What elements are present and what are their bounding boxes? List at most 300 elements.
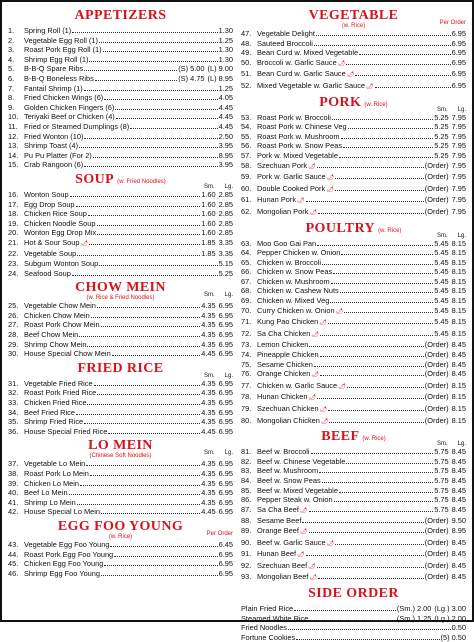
- menu-item: [241, 392, 466, 404]
- item-price: 4.45: [218, 112, 233, 122]
- item-number: 64.: [241, 248, 252, 258]
- section-pork: [241, 95, 466, 219]
- item-price: 6.95: [451, 69, 466, 79]
- item-number: 59.: [241, 172, 252, 182]
- item-number: 72.: [241, 328, 252, 338]
- dot-leader: [346, 64, 450, 65]
- item-name: Golden Chicken Fingers (6): [24, 102, 115, 112]
- menu-item: [8, 349, 233, 359]
- item-name: Vegetable Egg Foo Young: [24, 539, 110, 549]
- item-name: B-B-Q Boneless Ribs: [24, 73, 94, 83]
- item-price: 2.85: [218, 218, 233, 228]
- menu-item: [241, 447, 466, 457]
- menu-item: [8, 74, 233, 84]
- item-price: (S) 5.00: [178, 64, 205, 74]
- menu-item: [8, 398, 233, 408]
- menu-item: [8, 507, 233, 517]
- item-number: 75.: [241, 359, 252, 369]
- item-name: Crab Rangoon (6): [24, 160, 84, 170]
- dot-leader: [346, 463, 433, 464]
- section-note: (w. Fried Noodles): [117, 178, 166, 185]
- item-price: 7.95: [451, 112, 466, 122]
- item-price: (Order): [424, 160, 449, 170]
- menu-item: [8, 84, 233, 94]
- item-price: 0.50: [451, 623, 466, 633]
- item-price: 1.60: [201, 209, 216, 219]
- item-prices: [452, 69, 466, 79]
- dot-leader: [87, 404, 200, 405]
- section-chow-mein: [8, 280, 233, 359]
- item-price: 4.35: [201, 320, 216, 330]
- item-price: 6.95: [218, 310, 233, 320]
- menu-item: [241, 258, 466, 268]
- item-price: 1.85: [201, 249, 216, 259]
- item-number: 32.: [8, 388, 19, 398]
- item-prices: [434, 286, 466, 296]
- item-prices: [452, 48, 466, 58]
- dot-leader: [86, 465, 200, 466]
- item-name: Szechuan Chicken: [257, 404, 319, 413]
- item-price: 4.35: [201, 378, 216, 388]
- item-number: 15.: [8, 160, 19, 170]
- dot-leader: [335, 190, 424, 191]
- item-name: Beef w. Mixed Vegetable: [257, 485, 338, 495]
- dot-leader: [318, 578, 424, 579]
- item-prices: [219, 550, 233, 560]
- dot-leader: [72, 275, 218, 276]
- item-name: Chicken w. Mixed Veg: [257, 296, 330, 306]
- menu-item: [8, 64, 233, 74]
- dot-leader: [322, 482, 434, 483]
- item-number: 1.: [8, 26, 15, 35]
- item-name: Mixed Vegetable w. Garlic Sauce: [257, 80, 366, 90]
- item-price: 6.95: [218, 407, 233, 417]
- menu-item: [241, 369, 466, 381]
- hot-spicy-icon: 🌶: [319, 320, 327, 327]
- hot-spicy-icon: 🌶: [309, 209, 317, 216]
- item-prices: [425, 516, 466, 526]
- item-prices: [425, 538, 466, 548]
- menu-item: [8, 340, 233, 350]
- section-soup: [8, 172, 233, 278]
- menu-item: [8, 469, 233, 479]
- item-prices: [201, 488, 233, 498]
- section-header: [8, 438, 233, 456]
- item-name: House Special Chow Mein: [24, 349, 111, 359]
- item-prices: [434, 505, 466, 515]
- menu-item: [241, 633, 466, 642]
- item-number: 73.: [241, 340, 252, 350]
- dot-leader: [84, 166, 217, 167]
- item-price: (Order): [424, 537, 449, 547]
- price-column-headers: [204, 450, 233, 456]
- item-price: 8.45: [451, 359, 466, 369]
- item-price: 8.15: [451, 248, 466, 258]
- item-number: 22.: [8, 249, 19, 259]
- item-price: 8.45: [451, 572, 466, 582]
- menu-item: [8, 320, 233, 330]
- dot-leader: [306, 201, 424, 202]
- item-price: 5.75: [434, 466, 449, 476]
- item-prices: [201, 398, 233, 408]
- section-header: [241, 586, 466, 604]
- item-price: 3.35: [218, 237, 233, 247]
- item-number: 39.: [8, 478, 19, 488]
- item-price: 1.60: [201, 189, 216, 199]
- dot-leader: [341, 254, 433, 255]
- item-price: 8.15: [451, 317, 466, 327]
- dot-leader: [84, 138, 217, 139]
- menu-item: [8, 45, 233, 55]
- item-name: Pork w. Mixed Vegetable: [257, 150, 338, 160]
- item-price: 4.05: [218, 93, 233, 103]
- dot-leader: [97, 394, 200, 395]
- item-number: 45.: [8, 559, 19, 569]
- item-price: 5.75: [434, 475, 449, 485]
- item-price: 8.15: [451, 305, 466, 315]
- item-price: 7.95: [451, 141, 466, 151]
- item-prices: [434, 495, 466, 505]
- dot-leader: [348, 128, 434, 129]
- item-number: 18.: [8, 209, 19, 219]
- item-prices: [425, 392, 466, 402]
- item-prices: [425, 207, 466, 217]
- section-subtitle: (w. Rice): [108, 533, 133, 540]
- item-prices: [425, 381, 466, 391]
- dot-leader: [340, 292, 433, 293]
- item-name: Kung Pao Chicken: [257, 317, 319, 327]
- item-number: 29.: [8, 339, 19, 349]
- item-price: 5.25: [434, 122, 449, 132]
- item-prices: [434, 113, 466, 123]
- item-prices: [434, 447, 466, 457]
- item-name: Wonton Egg Drop Mix: [24, 228, 97, 238]
- item-price: 5.15: [218, 259, 233, 269]
- item-prices: [219, 160, 233, 170]
- item-prices: [219, 141, 233, 151]
- dot-leader: [99, 265, 217, 266]
- item-price: 7.95: [451, 195, 466, 205]
- item-number: 28.: [8, 330, 19, 340]
- dot-leader: [317, 398, 424, 399]
- item-number: 10.: [8, 112, 19, 122]
- section-subtitle: (w. Rice): [341, 23, 366, 29]
- menu-item: [8, 151, 233, 161]
- item-price: (Order): [424, 516, 449, 526]
- item-price: 6.95: [451, 38, 466, 48]
- item-number: 81.: [241, 447, 252, 457]
- item-prices: [219, 269, 233, 279]
- dot-leader: [97, 307, 200, 308]
- item-price: 8.45: [451, 466, 466, 476]
- item-prices: [434, 248, 466, 258]
- item-price: 6.95: [218, 417, 233, 427]
- price-column-header: Lg.: [457, 106, 466, 113]
- item-price: 2.85: [218, 199, 233, 209]
- dot-leader: [95, 80, 177, 81]
- item-name: Chicken Rice Soup: [24, 209, 87, 219]
- item-price: 6.45: [218, 539, 233, 549]
- section-header: [241, 8, 466, 26]
- price-column-headers: [437, 233, 466, 239]
- item-prices: [434, 151, 466, 161]
- item-prices: [397, 604, 466, 614]
- hot-spicy-icon: 🌶: [326, 540, 335, 547]
- item-prices: [219, 45, 233, 55]
- section-header: [241, 429, 466, 447]
- menu-item: [241, 207, 466, 219]
- item-price: 6.95: [451, 48, 466, 58]
- hot-spicy-icon: 🌶: [308, 163, 316, 170]
- menu-item: [241, 505, 466, 517]
- dot-leader: [91, 317, 200, 318]
- menu-item-list: [8, 540, 233, 578]
- menu-item: [241, 476, 466, 486]
- menu-item: [8, 459, 233, 469]
- item-number: 49.: [241, 48, 252, 58]
- dot-leader: [309, 346, 423, 347]
- section-title: APPETIZERS: [74, 8, 167, 23]
- item-price: 8.45: [451, 495, 466, 505]
- dot-leader: [77, 255, 200, 256]
- item-prices: [452, 623, 466, 633]
- item-name: Chicken Fried Rice: [24, 398, 87, 407]
- price-column-header: Sm.: [436, 106, 448, 113]
- item-price: 8.15: [451, 404, 466, 413]
- menu-item: [8, 569, 233, 579]
- item-price: 1.60: [201, 199, 216, 209]
- item-prices: [219, 26, 233, 36]
- menu-item: [8, 379, 233, 389]
- menu-item: [241, 329, 466, 341]
- item-name: Beef w. Chinese Vegetable: [257, 456, 346, 466]
- item-number: 20.: [8, 228, 19, 238]
- item-price: (Order): [424, 340, 449, 350]
- item-prices: [434, 239, 466, 249]
- item-price: 8.15: [451, 286, 466, 296]
- menu-item: [8, 26, 233, 36]
- item-name: Egg Drop Soup: [24, 199, 75, 209]
- menu-item: [8, 209, 233, 219]
- item-name: Roast Pork w. Chinese Veg: [257, 122, 347, 132]
- item-prices: [434, 317, 466, 327]
- menu-column-left: [8, 8, 233, 616]
- item-prices: [219, 259, 233, 269]
- item-price: 6.95: [218, 349, 233, 359]
- item-name: Hunan Pork: [257, 195, 297, 205]
- item-price: 8.15: [451, 296, 466, 306]
- dot-leader: [317, 567, 424, 568]
- menu-item: [241, 151, 466, 161]
- item-name: Roast Pork w. Mushroom: [257, 131, 340, 141]
- item-number: 26.: [8, 310, 19, 320]
- menu-column-right: [241, 8, 466, 642]
- item-price: 5.25: [434, 112, 449, 122]
- item-prices: [178, 74, 233, 84]
- item-name: Beef Fried Rice: [24, 407, 75, 417]
- item-name: Chicken Chow Mein: [24, 310, 90, 320]
- item-prices: [434, 277, 466, 287]
- dot-leader: [344, 312, 433, 313]
- section-note: (w. Rice): [362, 436, 386, 443]
- item-number: 44.: [8, 549, 19, 559]
- price-column-header: Lg.: [224, 372, 233, 379]
- item-number: 17.: [8, 199, 19, 209]
- item-number: 80.: [241, 415, 252, 425]
- dot-leader: [331, 283, 434, 284]
- item-prices: [201, 190, 233, 200]
- item-price: 5.75: [434, 447, 449, 457]
- section-title: CHOW MEIN: [75, 280, 166, 296]
- menu-item: [241, 360, 466, 370]
- menu-item: [8, 122, 233, 132]
- hot-spicy-icon: 🌶: [308, 395, 317, 402]
- item-prices: [219, 36, 233, 46]
- item-number: 16.: [8, 189, 19, 199]
- menu-item: [241, 141, 466, 151]
- item-number: 30.: [8, 349, 19, 359]
- menu-item: [8, 103, 233, 113]
- item-name: Pepper Chicken w. Onion: [257, 248, 341, 258]
- item-number: 35.: [8, 417, 19, 427]
- menu-item: [241, 404, 466, 416]
- item-price: (Lg.) 2.00: [434, 613, 466, 623]
- section-title: PORK: [319, 94, 362, 110]
- menu-item: [241, 572, 466, 584]
- item-number: 82.: [241, 456, 252, 466]
- dot-leader: [93, 157, 218, 158]
- menu-item: [8, 559, 233, 569]
- menu-item-list: [241, 447, 466, 584]
- item-price: 4.35: [201, 339, 216, 349]
- item-price: (S) 4.75: [178, 73, 205, 83]
- item-number: 21.: [8, 237, 19, 247]
- item-price: 8.45: [451, 560, 466, 570]
- item-number: 92.: [241, 560, 252, 570]
- price-column-header: Lg.: [224, 292, 233, 299]
- item-price: (Order): [424, 392, 449, 402]
- dot-leader: [99, 42, 218, 43]
- section-title: EGG FOO YOUNG: [57, 518, 184, 534]
- item-prices: [425, 161, 466, 171]
- item-name: Shrimp Fried Rice: [24, 417, 84, 427]
- item-price: 3.95: [218, 160, 233, 170]
- item-number: 62.: [241, 206, 252, 216]
- item-price: (Sm.) 1.25: [396, 613, 432, 623]
- item-price: 6.95: [451, 57, 466, 67]
- dot-leader: [328, 410, 424, 411]
- item-prices: [434, 267, 466, 277]
- item-name: B-B-Q Spare Ribs: [24, 64, 84, 74]
- item-number: 54.: [241, 122, 252, 132]
- dot-leader: [335, 178, 424, 179]
- item-price: 8.15: [451, 238, 466, 248]
- item-name: Teriyaki Beef or Chicken (4): [24, 112, 115, 122]
- dot-leader: [104, 99, 217, 100]
- menu-item-list: [241, 239, 466, 428]
- item-price: 4.45: [218, 102, 233, 112]
- item-price: 3.35: [218, 249, 233, 259]
- section-title: LO MEIN: [88, 438, 153, 454]
- item-name: Plain Fried Rice: [241, 603, 294, 613]
- item-name: Fried Chicken Wings (6): [24, 93, 104, 103]
- menu-item: [241, 306, 466, 318]
- item-name: Szechuan Beef: [257, 560, 308, 570]
- dot-leader: [306, 555, 424, 556]
- menu-item: [241, 495, 466, 505]
- section-header: [8, 8, 233, 26]
- item-number: 84.: [241, 475, 252, 485]
- item-prices: [201, 459, 233, 469]
- item-price: 4.35: [201, 330, 216, 340]
- item-number: 61.: [241, 195, 252, 205]
- item-number: 63.: [241, 238, 252, 248]
- item-price: 7.95: [451, 183, 466, 193]
- item-number: 77.: [241, 380, 252, 390]
- item-name: Hunan Chicken: [257, 392, 308, 402]
- item-price: 7.95: [451, 131, 466, 141]
- item-price: 8.45: [451, 369, 466, 379]
- item-price: 7.95: [451, 160, 466, 170]
- price-column-header: Lg.: [224, 450, 233, 457]
- item-number: 33.: [8, 398, 19, 407]
- item-price: 4.45: [201, 426, 216, 436]
- item-price: 5.75: [434, 504, 449, 514]
- section-appetizers: [8, 8, 233, 170]
- dot-leader: [339, 492, 433, 493]
- menu-item: [8, 417, 233, 427]
- dot-leader: [97, 225, 201, 226]
- dot-leader: [328, 323, 433, 324]
- menu-item: [8, 93, 233, 103]
- menu-item: [8, 132, 233, 142]
- item-name: Fortune Cookies: [241, 632, 296, 642]
- item-name: Beef w. Broccoli: [257, 447, 310, 457]
- item-price: (L) 8.95: [207, 73, 233, 83]
- item-prices: [452, 39, 466, 49]
- menu-item: [241, 248, 466, 258]
- item-price: 8.45: [451, 485, 466, 495]
- dot-leader: [320, 375, 424, 376]
- item-name: Vegetable Soup: [24, 249, 77, 259]
- item-name: Vegetable Delight: [257, 29, 315, 38]
- dot-leader: [79, 336, 200, 337]
- hot-spicy-icon: 🌶: [311, 372, 320, 379]
- item-price: 6.95: [218, 459, 233, 469]
- menu-item: [8, 550, 233, 560]
- item-price: 4.35: [201, 459, 216, 469]
- item-name: Hot & Sour Soup: [24, 237, 80, 247]
- item-price: 5.75: [434, 485, 449, 495]
- item-prices: [434, 457, 466, 467]
- menu-item: [8, 228, 233, 238]
- menu-item-list: [241, 113, 466, 219]
- item-name: Fried Wonton (10): [24, 131, 84, 141]
- item-price: 6.95: [218, 301, 233, 311]
- section-header: [8, 280, 233, 298]
- dot-leader: [116, 118, 218, 119]
- menu-item: [241, 29, 466, 39]
- item-price: 6.95: [218, 398, 233, 407]
- item-price: (Order): [424, 560, 449, 570]
- section-header: [8, 172, 233, 190]
- item-name: Vegetable Lo Mein: [24, 459, 86, 469]
- item-prices: [201, 238, 233, 248]
- item-price: 1.60: [201, 218, 216, 228]
- menu-item-list: [241, 604, 466, 642]
- price-column-headers: [204, 184, 233, 190]
- hot-spicy-icon: 🌶: [309, 575, 317, 582]
